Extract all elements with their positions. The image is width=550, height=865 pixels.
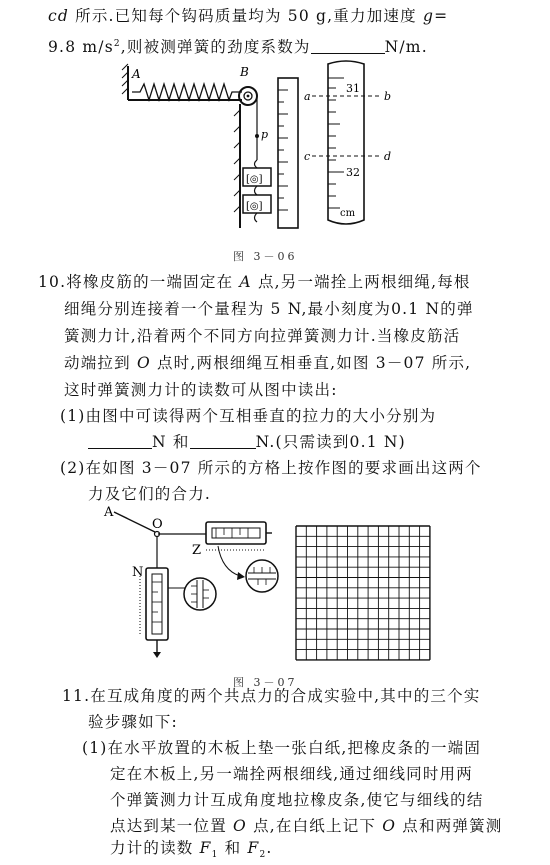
q11-line-1 (62, 686, 481, 706)
rubber-band (114, 512, 155, 532)
var-F2: F (247, 839, 260, 857)
question-number-10: 10. (38, 273, 67, 291)
label-b: b (384, 90, 392, 103)
text: ,则被测弹簧的劲度系数为 (120, 38, 311, 57)
tick-31: 31 (346, 82, 360, 95)
subscript: 2 (259, 850, 267, 861)
q10-sub2-line-1: (2)在如图 3－07 所示的方格上按作图的要求画出这两个 (60, 459, 482, 477)
caption-3-07: 图 3－07 (233, 676, 298, 689)
caption-3-06: 图 3－06 (233, 250, 298, 263)
label-N-307: N (132, 565, 144, 580)
text: 点达到某一位置 (110, 817, 234, 835)
var-O: O (136, 354, 151, 372)
text: 点,另一端拴上两根细绳,每根 (251, 273, 471, 291)
text: 和 (218, 839, 248, 857)
label-p: p (261, 128, 269, 141)
text: 点时,两根细绳互相垂直,如图 3－07 所示, (150, 354, 472, 372)
q11-line-2: 验步骤如下: (88, 713, 178, 731)
text: N.(只需读到0.1 N) (255, 433, 406, 451)
answer-blank-force-2[interactable] (190, 434, 256, 449)
figure-3-07 (100, 504, 452, 670)
q10-line-5: 这时弹簧测力计的读数可从图中读出: (64, 381, 338, 399)
question-number-11: 11. (62, 687, 91, 705)
q10-sub1-line-2 (88, 432, 406, 452)
text: N 和 (152, 433, 190, 451)
label-Z-307: Z (192, 543, 202, 558)
q11-sub1-line-5 (110, 838, 273, 865)
q10-line-4 (64, 353, 471, 373)
equals: = (434, 7, 449, 25)
q10-line-1 (38, 272, 471, 292)
text: 点,在白纸上记下 (246, 817, 383, 835)
drawing-grid[interactable] (296, 526, 430, 660)
text: 将橡皮筋的一端固定在 (66, 273, 240, 291)
label-A: A (132, 67, 141, 81)
top-line-1 (48, 6, 448, 26)
svg-text:[◎]: [◎] (246, 201, 263, 212)
unit: N/m. (384, 38, 428, 57)
label-d: d (384, 150, 392, 163)
var-O: O (382, 817, 397, 835)
figure-3-06 (118, 60, 418, 232)
q10-line-2: 细绳分别连接着一个量程为 5 N,最小刻度为0.1 N的弹 (64, 300, 474, 318)
q11-sub1-line-1: (1)在水平放置的木板上垫一张白纸,把橡皮条的一端固 (82, 739, 482, 757)
top-line-2 (48, 34, 428, 57)
ruler (278, 78, 298, 228)
label-c: c (304, 150, 311, 163)
text: 点和两弹簧测 (396, 817, 503, 835)
label-a: a (304, 90, 311, 103)
text: 动端拉到 (64, 354, 137, 372)
var-g: g (422, 7, 435, 25)
text: 在互成角度的两个共点力的合成实验中,其中的三个实 (90, 687, 481, 705)
label-O-307: O (152, 517, 163, 532)
label-A-307: A (104, 505, 114, 520)
magnifier-horizontal (246, 560, 278, 592)
text: . (266, 839, 273, 857)
tick-32: 32 (346, 166, 360, 179)
var-A: A (239, 273, 252, 291)
q10-sub1-line-1: (1)由图中可读得两个互相垂直的拉力的大小分别为 (60, 407, 437, 425)
q11-sub1-line-4 (110, 816, 503, 836)
q11-sub1-line-2: 定在木板上,另一端拴两根细线,通过细线同时用两 (110, 765, 473, 783)
text: 力计的读数 (110, 839, 200, 857)
text: 所示.已知每个钩码质量均为 50 g,重力加速度 (69, 7, 423, 25)
unit-cm: cm (340, 208, 356, 219)
q11-sub1-line-3: 个弹簧测力计互成角度地拉橡皮条,使它与细线的结 (110, 791, 484, 809)
superscript: 2 (113, 39, 121, 49)
text: 9.8 m/s (48, 38, 114, 57)
magnifier-vertical (184, 578, 216, 610)
svg-text:[◎]: [◎] (246, 174, 263, 185)
answer-blank-k[interactable] (311, 39, 385, 54)
var-cd: cd (48, 7, 70, 25)
var-O: O (233, 817, 247, 835)
subscript: 1 (211, 850, 219, 861)
q10-sub2-line-2: 力及它们的合力. (88, 485, 212, 503)
label-B: B (240, 65, 249, 79)
var-F1: F (199, 839, 212, 857)
answer-blank-force-1[interactable] (88, 434, 152, 449)
q10-line-3: 簧测力计,沿着两个不同方向拉弹簧测力计.当橡皮筋活 (64, 327, 461, 345)
